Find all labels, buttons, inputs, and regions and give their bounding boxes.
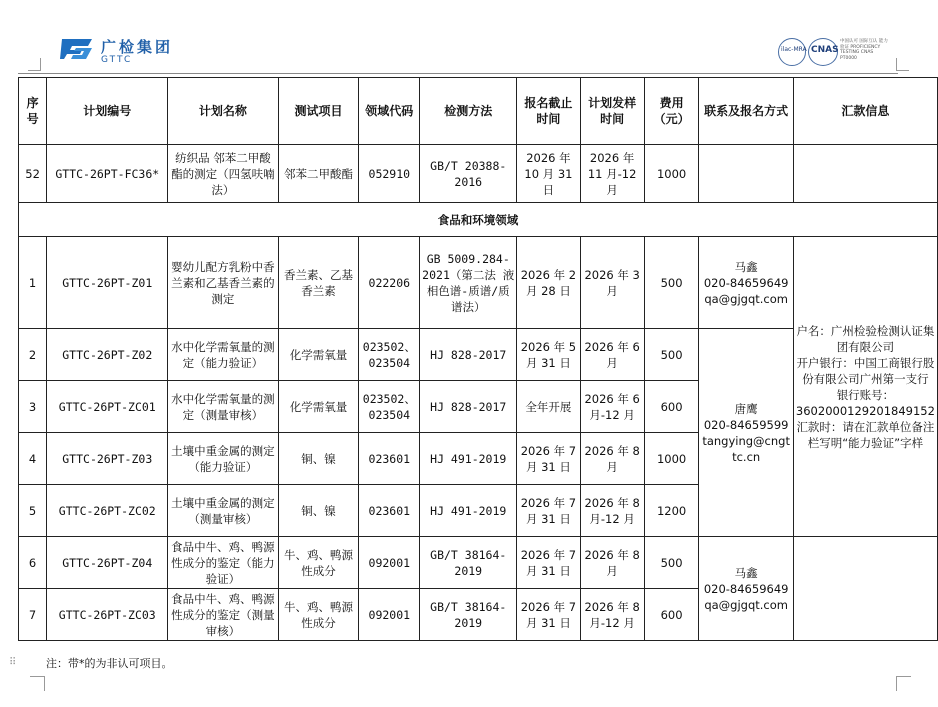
contact-email[interactable]: qa@gjgqt.com xyxy=(704,597,788,612)
cell-item: 铜、镍 xyxy=(278,485,359,537)
cell-deadline: 2026 年 7 月 31 日 xyxy=(517,537,580,589)
pt-plan-table xyxy=(18,77,938,641)
cell-name: 食品中牛、鸡、鸭源性成分的鉴定（测量审核） xyxy=(168,589,278,641)
table-row xyxy=(19,537,938,589)
cell-domain: 023502、023504 xyxy=(359,381,420,433)
cell-code: GTTC-26PT-Z04 xyxy=(47,537,168,589)
contact-phone: 020-84659649 xyxy=(703,275,789,290)
cell-code: GTTC-26PT-ZC01 xyxy=(47,381,168,433)
cell-item: 牛、鸡、鸭源性成分 xyxy=(278,589,359,641)
cell-method: HJ 491-2019 xyxy=(420,433,517,485)
header-rule xyxy=(18,73,898,74)
col-header: 联系及报名方式 xyxy=(699,78,793,145)
contact-email[interactable]: qa@gjgqt.com xyxy=(704,291,788,306)
cell-contact xyxy=(699,145,793,203)
cell-domain: 023502、023504 xyxy=(359,329,420,381)
contact-name: 唐鹰 xyxy=(734,401,758,416)
cell-fee: 1000 xyxy=(644,145,699,203)
cell-name: 纺织品 邻苯二甲酸酯的测定（四氢呋喃法） xyxy=(168,145,278,203)
cell-fee: 500 xyxy=(644,329,699,381)
cell-fee: 600 xyxy=(644,381,699,433)
table-header-row xyxy=(19,78,938,145)
gttc-logo-icon xyxy=(58,36,96,62)
company-name-cn: 广检集团 xyxy=(101,38,174,56)
cell-domain: 022206 xyxy=(359,237,420,329)
contact-phone: 020-84659599 xyxy=(703,417,789,432)
cell-method: HJ 491-2019 xyxy=(420,485,517,537)
table-row xyxy=(19,237,938,329)
col-header: 序号 xyxy=(19,78,47,145)
cnas-label: CNAS xyxy=(811,45,839,55)
cell-ship: 2026 年 6 月-12 月 xyxy=(580,381,644,433)
drag-handle-icon[interactable]: ⠿ xyxy=(9,657,16,668)
cell-method: GB/T 20388-2016 xyxy=(420,145,517,203)
cell-deadline: 2026 年 2 月 28 日 xyxy=(517,237,580,329)
cell-item: 邻苯二甲酸酯 xyxy=(278,145,359,203)
accreditation-text: 中国认可 国际互认 能力验证 PROFICIENCY TESTING CNAS PT0000 xyxy=(840,39,888,61)
cell-no: 7 xyxy=(19,589,47,641)
cell-ship: 2026 年 8 月 xyxy=(580,537,644,589)
cell-no: 6 xyxy=(19,537,47,589)
cell-item: 香兰素、乙基香兰素 xyxy=(278,237,359,329)
payment-account-no: 银行账号：3602000129201849152 xyxy=(795,387,935,418)
col-header: 领域代码 xyxy=(359,78,420,145)
cell-payment-info xyxy=(793,237,937,537)
cell-no: 1 xyxy=(19,237,47,329)
cell-ship: 2026 年 8 月 xyxy=(580,433,644,485)
col-header: 测试项目 xyxy=(278,78,359,145)
cell-ship: 2026 年 8 月-12 月 xyxy=(580,589,644,641)
contact-name: 马鑫 xyxy=(734,565,758,580)
cell-method: GB/T 38164-2019 xyxy=(420,537,517,589)
cell-ship: 2026 年 6 月 xyxy=(580,329,644,381)
cell-domain: 092001 xyxy=(359,589,420,641)
cell-item: 牛、鸡、鸭源性成分 xyxy=(278,537,359,589)
cell-code: GTTC-26PT-ZC02 xyxy=(47,485,168,537)
cell-method: HJ 828-2017 xyxy=(420,381,517,433)
cell-deadline: 2026 年 10 月 31 日 xyxy=(517,145,580,203)
cell-contact xyxy=(699,237,793,329)
section-row xyxy=(19,203,938,237)
cell-name: 土壤中重金属的测定（能力验证） xyxy=(168,433,278,485)
cell-contact xyxy=(699,329,793,537)
col-header: 报名截止时间 xyxy=(517,78,580,145)
footnote: 注：带*的为非认可项目。 xyxy=(46,657,173,670)
section-title: 食品和环境领域 xyxy=(19,203,938,237)
accreditation-logos xyxy=(778,36,888,66)
cell-fee: 500 xyxy=(644,237,699,329)
cell-code: GTTC-26PT-Z01 xyxy=(47,237,168,329)
cell-domain: 052910 xyxy=(359,145,420,203)
col-header: 计划编号 xyxy=(47,78,168,145)
cell-item: 化学需氧量 xyxy=(278,329,359,381)
cell-domain: 023601 xyxy=(359,485,420,537)
cell-name: 婴幼儿配方乳粉中香兰素和乙基香兰素的测定 xyxy=(168,237,278,329)
cell-deadline: 2026 年 7 月 31 日 xyxy=(517,589,580,641)
page-corner-mark xyxy=(28,58,41,71)
cell-payment xyxy=(793,145,937,203)
cell-ship: 2026 年 11 月-12 月 xyxy=(580,145,644,203)
cell-contact xyxy=(699,537,793,641)
cell-no: 3 xyxy=(19,381,47,433)
company-logo xyxy=(58,34,188,68)
cell-deadline: 2026 年 5 月 31 日 xyxy=(517,329,580,381)
cell-code: GTTC-26PT-Z02 xyxy=(47,329,168,381)
payment-bank: 开户银行：中国工商银行股份有限公司广州第一支行 xyxy=(796,355,935,386)
cell-ship: 2026 年 3 月 xyxy=(580,237,644,329)
cell-domain: 023601 xyxy=(359,433,420,485)
contact-name: 马鑫 xyxy=(734,259,758,274)
cell-fee: 500 xyxy=(644,537,699,589)
contact-email[interactable]: tangying@cngttc.cn xyxy=(702,433,790,464)
cell-name: 水中化学需氧量的测定（能力验证） xyxy=(168,329,278,381)
cell-name: 土壤中重金属的测定（测量审核） xyxy=(168,485,278,537)
cell-item: 铜、镍 xyxy=(278,433,359,485)
cell-domain: 092001 xyxy=(359,537,420,589)
cell-name: 水中化学需氧量的测定（测量审核） xyxy=(168,381,278,433)
cell-item: 化学需氧量 xyxy=(278,381,359,433)
cell-deadline: 2026 年 7 月 31 日 xyxy=(517,485,580,537)
page-corner-mark xyxy=(30,676,45,691)
payment-note: 汇款时：请在汇款单位备注栏写明“能力验证”字样 xyxy=(796,419,935,450)
cell-code: GTTC-26PT-FC36* xyxy=(47,145,168,203)
cell-method: GB 5009.284-2021（第二法 液相色谱-质谱/质谱法） xyxy=(420,237,517,329)
col-header: 检测方法 xyxy=(420,78,517,145)
ilac-label: ilac-MRA xyxy=(781,46,807,53)
cell-method: HJ 828-2017 xyxy=(420,329,517,381)
cell-fee: 1000 xyxy=(644,433,699,485)
col-header: 费用（元） xyxy=(644,78,699,145)
cell-ship: 2026 年 8 月-12 月 xyxy=(580,485,644,537)
col-header: 计划名称 xyxy=(168,78,278,145)
cell-code: GTTC-26PT-ZC03 xyxy=(47,589,168,641)
cell-no: 52 xyxy=(19,145,47,203)
cell-no: 5 xyxy=(19,485,47,537)
cell-deadline: 全年开展 xyxy=(517,381,580,433)
contact-phone: 020-84659649 xyxy=(703,581,789,596)
cell-method: GB/T 38164-2019 xyxy=(420,589,517,641)
page-corner-mark xyxy=(896,58,909,71)
cell-deadline: 2026 年 7 月 31 日 xyxy=(517,433,580,485)
page-corner-mark xyxy=(896,676,911,691)
payment-account-name: 户名：广州检验检测认证集团有限公司 xyxy=(796,323,935,354)
col-header: 计划发样时间 xyxy=(580,78,644,145)
cell-fee: 1200 xyxy=(644,485,699,537)
cell-payment xyxy=(793,537,937,641)
col-header: 汇款信息 xyxy=(793,78,937,145)
table-row xyxy=(19,145,938,203)
cell-code: GTTC-26PT-Z03 xyxy=(47,433,168,485)
company-name-en: GTTC xyxy=(101,55,133,65)
cell-name: 食品中牛、鸡、鸭源性成分的鉴定（能力验证） xyxy=(168,537,278,589)
cell-no: 2 xyxy=(19,329,47,381)
cell-fee: 600 xyxy=(644,589,699,641)
cell-no: 4 xyxy=(19,433,47,485)
